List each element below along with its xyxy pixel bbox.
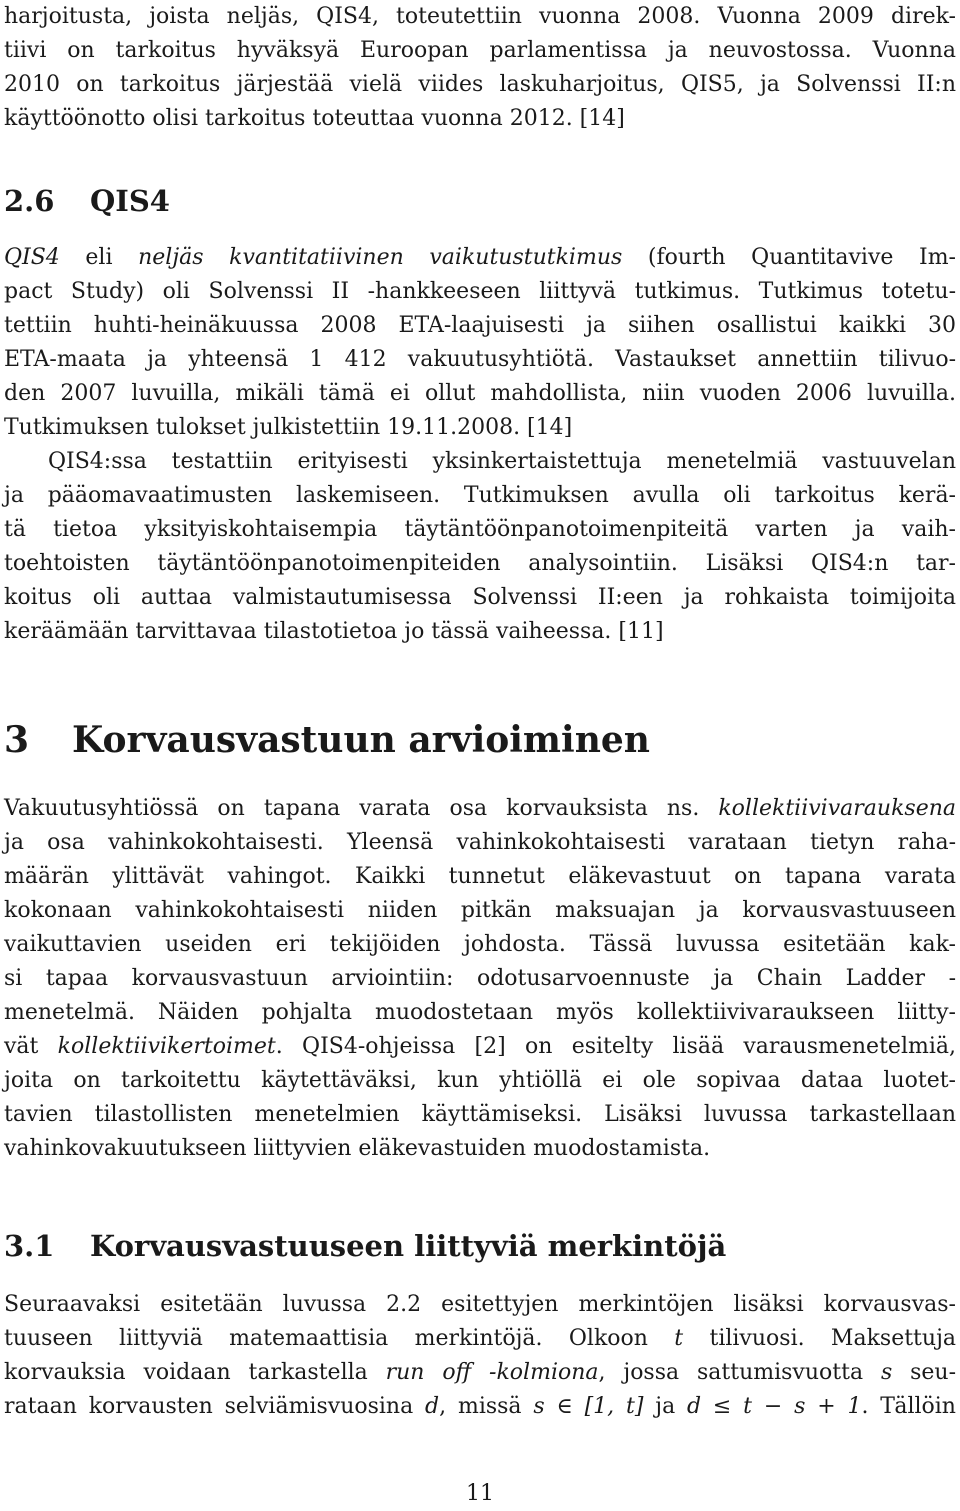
paragraph-line: tä tietoa yksityiskohtaisempia täytäntöönpanotoimenpiteitä varten ja vaih- bbox=[4, 517, 956, 542]
intro-line: tiivi on tarkoitus hyväksyä Euroopan parlamentissa ja neuvostossa. Vuonna bbox=[4, 38, 956, 63]
paragraph-line bbox=[4, 1030, 956, 1064]
section-heading-3-1 bbox=[4, 1228, 726, 1264]
intro-line: harjoitusta, joista neljäs, QIS4, toteutettiin vuonna 2008. Vuonna 2009 direk- bbox=[4, 4, 956, 29]
chapter-number: 3 bbox=[4, 719, 30, 761]
term-italic: kollektiivivarauksena bbox=[718, 796, 956, 821]
math-expression: d ≤ t − s + 1 bbox=[687, 1394, 862, 1419]
text-span: Vakuutusyhtiössä on tapana varata osa korvauksista ns. bbox=[4, 796, 719, 821]
paragraph-line: vaikuttavien useiden eri tekijöiden johdosta. Tässä luvussa esitetään kak- bbox=[4, 932, 956, 957]
paragraph-line bbox=[4, 1322, 956, 1356]
paragraph-line: keräämään tarvittavaa tilastotietoa jo tässä vaiheessa. [11] bbox=[4, 619, 664, 644]
term-italic: QIS4 bbox=[4, 245, 60, 270]
paragraph-line: tettiin huhti-heinäkuussa 2008 ETA-laajuisesti ja siihen osallistui kaikki 30 bbox=[4, 313, 956, 338]
section-number: 2.6 bbox=[4, 184, 55, 218]
text-span: tuuseen liittyviä matemaattisia merkintöjä. Olkoon bbox=[4, 1326, 675, 1351]
text-span: ja bbox=[643, 1394, 688, 1419]
paragraph-line: menetelmä. Näiden pohjalta muodostetaan myös kollektiivivaraukseen liitty- bbox=[4, 1000, 956, 1025]
section-title: Korvausvastuuseen liittyviä merkintöjä bbox=[90, 1229, 727, 1263]
math-variable: t bbox=[674, 1326, 684, 1351]
text-span: , jossa sattumisvuotta bbox=[598, 1360, 881, 1385]
math-expression: s ∈ [1, t] bbox=[533, 1394, 644, 1419]
paragraph-line: ja pääomavaatimusten laskemiseen. Tutkimuksen avulla oli tarkoitus kerä- bbox=[4, 483, 956, 508]
text-span: tilivuosi. Maksettuja bbox=[683, 1326, 957, 1351]
intro-line: 2010 on tarkoitus järjestää vielä viides laskuharjoitus, QIS5, ja Solvenssi II:n bbox=[4, 72, 956, 97]
paragraph-line: Seuraavaksi esitetään luvussa 2.2 esitettyjen merkintöjen lisäksi korvausvas- bbox=[4, 1292, 956, 1317]
paragraph-line bbox=[4, 241, 956, 275]
text-span: vät bbox=[4, 1034, 58, 1059]
paragraph-line: määrän ylittävät vahingot. Kaikki tunnetut eläkevastuut on tapana varata bbox=[4, 864, 956, 889]
chapter-title: Korvausvastuun arvioiminen bbox=[72, 719, 650, 761]
paragraph-line: si tapaa korvausvastuun arviointiin: odotusarvoennuste ja Chain Ladder - bbox=[4, 966, 956, 991]
section-title: QIS4 bbox=[90, 184, 170, 218]
text-span: (fourth Quantitavive Im- bbox=[622, 245, 956, 270]
term-italic: run off -kolmiona bbox=[385, 1360, 599, 1385]
paragraph-line: tavien tilastollisten menetelmien käyttämiseksi. Lisäksi luvussa tarkastellaan bbox=[4, 1102, 956, 1127]
paragraph-line: koitus oli auttaa valmistautumisessa Solvenssi II:een ja rohkaista toimijoita bbox=[4, 585, 956, 610]
paragraph-line: pact Study) oli Solvenssi II -hankkeeseen liittyvä tutkimus. Tutkimus totetu- bbox=[4, 279, 956, 304]
paragraph-line: toehtoisten täytäntöönpanotoimenpiteiden analysointiin. Lisäksi QIS4:n tar- bbox=[4, 551, 956, 576]
paragraph-line: joita on tarkoitettu käytettäväksi, kun yhtiöllä ei ole sopivaa dataa luotet- bbox=[4, 1068, 956, 1093]
paragraph-line: kokonaan vahinkokohtaisesti niiden pitkän maksuajan ja korvausvastuuseen bbox=[4, 898, 956, 923]
text-span: eli bbox=[59, 245, 139, 270]
intro-line: käyttöönotto olisi tarkoitus toteuttaa vuonna 2012. [14] bbox=[4, 106, 625, 131]
section-number: 3.1 bbox=[4, 1229, 55, 1263]
text-span: , missä bbox=[439, 1394, 534, 1419]
text-span: korvauksia voidaan tarkastella bbox=[4, 1360, 386, 1385]
paragraph-line: vahinkovakuutukseen liittyvien eläkevastuiden muodostamista. bbox=[4, 1136, 711, 1161]
math-variable: d bbox=[425, 1394, 440, 1419]
paragraph-line: QIS4:ssa testattiin erityisesti yksinkertaistettuja menetelmiä vastuuvelan bbox=[48, 449, 956, 474]
paragraph-line: ETA-maata ja yhteensä 1 412 vakuutusyhtiötä. Vastaukset annettiin tilivuo- bbox=[4, 347, 956, 372]
text-span: . Tällöin bbox=[861, 1394, 956, 1419]
definition-italic: neljäs kvantitatiivinen vaikutustutkimus bbox=[138, 245, 623, 270]
paragraph-line bbox=[4, 792, 956, 826]
paragraph-line: Tutkimuksen tulokset julkistettiin 19.11.2008. [14] bbox=[4, 415, 573, 440]
paragraph-line: ja osa vahinkokohtaisesti. Yleensä vahinkokohtaisesti varataan tietyn raha- bbox=[4, 830, 956, 855]
term-italic: kollektiivikertoimet bbox=[57, 1034, 276, 1059]
text-span: rataan korvausten selviämisvuosina bbox=[4, 1394, 426, 1419]
text-span: seu- bbox=[892, 1360, 957, 1385]
page-number: 11 bbox=[466, 1481, 494, 1506]
math-variable: s bbox=[880, 1360, 893, 1385]
text-span: . QIS4-ohjeissa [2] on esitelty lisää varausmenetelmiä, bbox=[275, 1034, 956, 1059]
paragraph-line: den 2007 luvuilla, mikäli tämä ei ollut mahdollista, niin vuoden 2006 luvuilla. bbox=[4, 381, 956, 406]
section-heading-2-6 bbox=[4, 183, 170, 219]
paragraph-line bbox=[4, 1356, 956, 1390]
chapter-heading-3 bbox=[4, 718, 650, 762]
paragraph-line bbox=[4, 1390, 956, 1424]
